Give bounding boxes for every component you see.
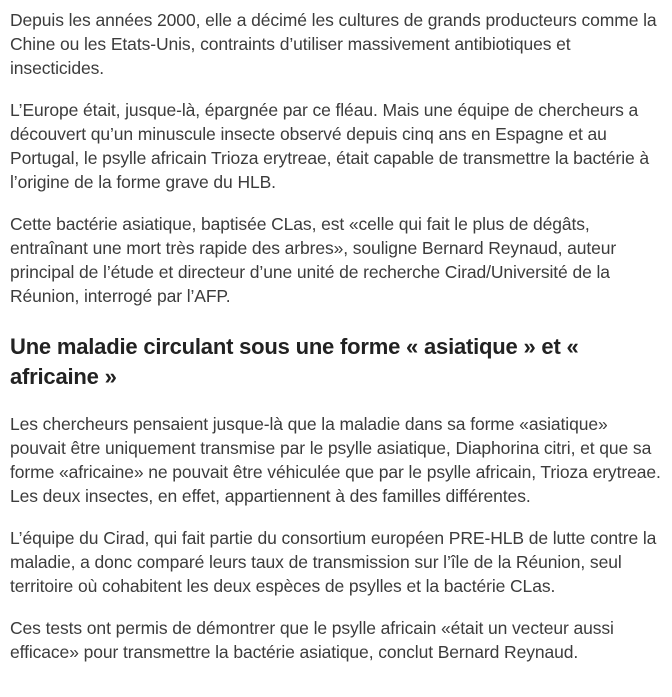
paragraph-6: Ces tests ont permis de démontrer que le psylle africain «était un vecteur aussi efficace» pour transmettre la bactérie asiatique, conclut Bernard Reynaud.	[10, 618, 614, 662]
paragraph-2: L’Europe était, jusque-là, épargnée par ce fléau. Mais une équipe de chercheurs a découvert qu’un minuscule insecte observé depuis cinq ans en Espagne et au Portugal, le psylle africain Trioza erytreae, était capable de transmettre la bactérie à l’origine de la forme grave du HLB.	[10, 100, 650, 192]
paragraph-5: L’équipe du Cirad, qui fait partie du consortium européen PRE-HLB de lutte contre la maladie, a donc comparé leurs taux de transmission sur l’île de la Réunion, seul territoire où cohabitent les deux espèces de psylles et la bactérie CLas.	[10, 528, 657, 596]
paragraph-4: Les chercheurs pensaient jusque-là que la maladie dans sa forme «asiatique» pouvait être uniquement transmise par le psylle asiatique, Diaphorina citri, et que sa forme «africaine» ne pouvait être véhiculée que par le psylle africain, Trioza erytreae. Les deux insectes, en effet, appartiennent à des familles différentes.	[10, 414, 661, 506]
paragraph-3: Cette bactérie asiatique, baptisée CLas, est «celle qui fait le plus de dégâts, entraînant une mort très rapide des arbres», souligne Bernard Reynaud, auteur principal de l’étude et directeur d’une unité de recherche Cirad/Université de la Réunion, interrogé par l’AFP.	[10, 214, 617, 306]
paragraph-1: Depuis les années 2000, elle a décimé les cultures de grands producteurs comme la Chine ou les Etats-Unis, contraints d’utiliser massivement antibiotiques et insecticides.	[10, 10, 657, 78]
section-heading: Une maladie circulant sous une forme « asiatique » et « africaine »	[10, 334, 579, 389]
